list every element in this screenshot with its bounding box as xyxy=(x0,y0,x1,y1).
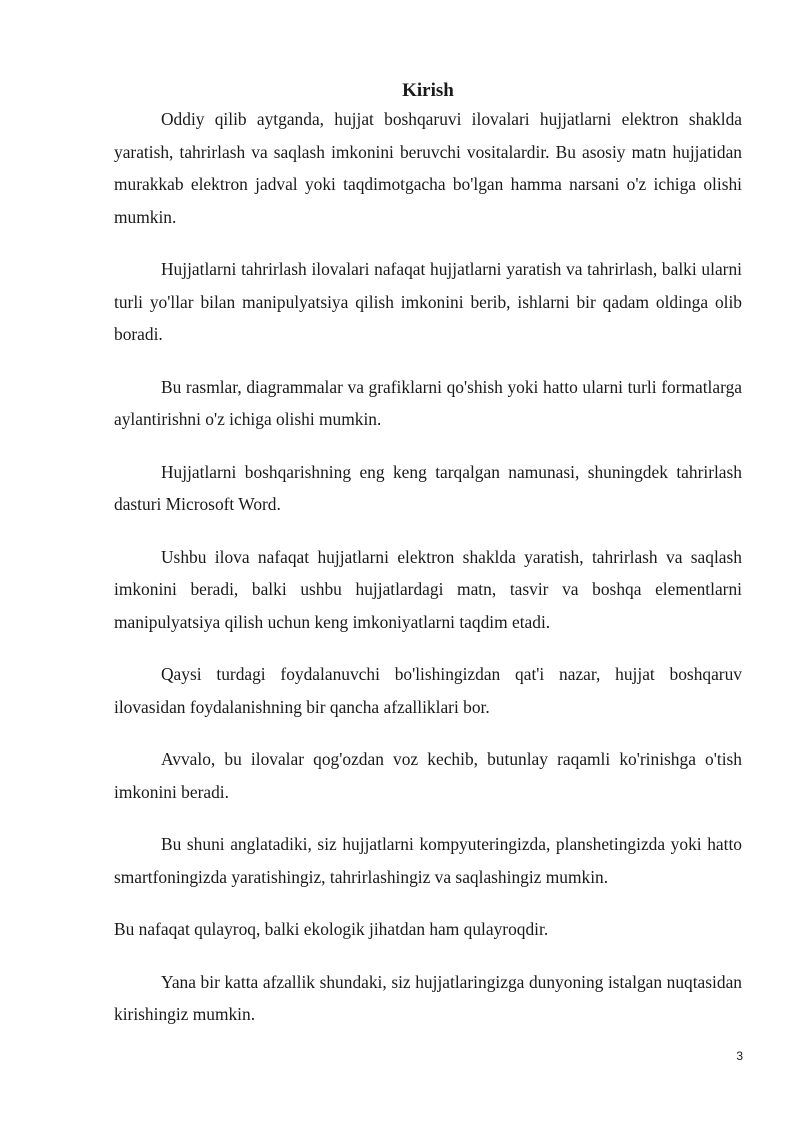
page-content xyxy=(114,80,742,1051)
page-number: 3 xyxy=(736,1049,743,1063)
paragraph: Oddiy qilib aytganda, hujjat boshqaruvi ilovalari hujjatlarni elektron shaklda yaratish, tahrirlash va saqlash imkonini beruvchi vositalardir. Bu asosiy matn hujjatidan murakkab elektron jadval yoki taqdimotgacha bo'lgan hamma narsani o'z ichiga olishi mumkin. xyxy=(114,109,742,227)
paragraph: Bu shuni anglatadiki, siz hujjatlarni kompyuteringizda, planshetingizda yoki hatto smartfoningizda yaratishingiz, tahrirlashingiz va saqlashingiz mumkin. xyxy=(114,834,742,887)
paragraph: Bu nafaqat qulayroq, balki ekologik jihatdan ham qulayroqdir. xyxy=(114,919,549,939)
paragraph: Ushbu ilova nafaqat hujjatlarni elektron shaklda yaratish, tahrirlash va saqlash imkonini beradi, balki ushbu hujjatlardagi matn, tasvir va boshqa elementlarni manipulyatsiya qilish uchun keng imkoniyatlarni taqdim etadi. xyxy=(114,546,742,632)
paragraph: Qaysi turdagi foydalanuvchi bo'lishingizdan qat'i nazar, hujjat boshqaruv ilovasidan foydalanishning bir qancha afzalliklari bor. xyxy=(114,664,742,717)
paragraph: Hujjatlarni boshqarishning eng keng tarqalgan namunasi, shuningdek tahrirlash dasturi Microsoft Word. xyxy=(114,461,742,514)
paragraph: Hujjatlarni tahrirlash ilovalari nafaqat hujjatlarni yaratish va tahrirlash, balki ularni turli yo'llar bilan manipulyatsiya qilish imkonini berib, ishlarni bir qadam oldinga olib boradi. xyxy=(114,259,742,344)
page-title: Kirish xyxy=(402,80,454,101)
paragraph: Yana bir katta afzallik shundaki, siz hujjatlaringizga dunyoning istalgan nuqtasidan kirishingiz mumkin. xyxy=(114,971,742,1024)
paragraph: Avvalo, bu ilovalar qog'ozdan voz kechib, butunlay raqamli ko'rinishga o'tish imkonini beradi. xyxy=(114,749,742,802)
paragraph: Bu rasmlar, diagrammalar va grafiklarni qo'shish yoki hatto ularni turli formatlarga aylantirishni o'z ichiga olishi mumkin. xyxy=(114,376,742,429)
